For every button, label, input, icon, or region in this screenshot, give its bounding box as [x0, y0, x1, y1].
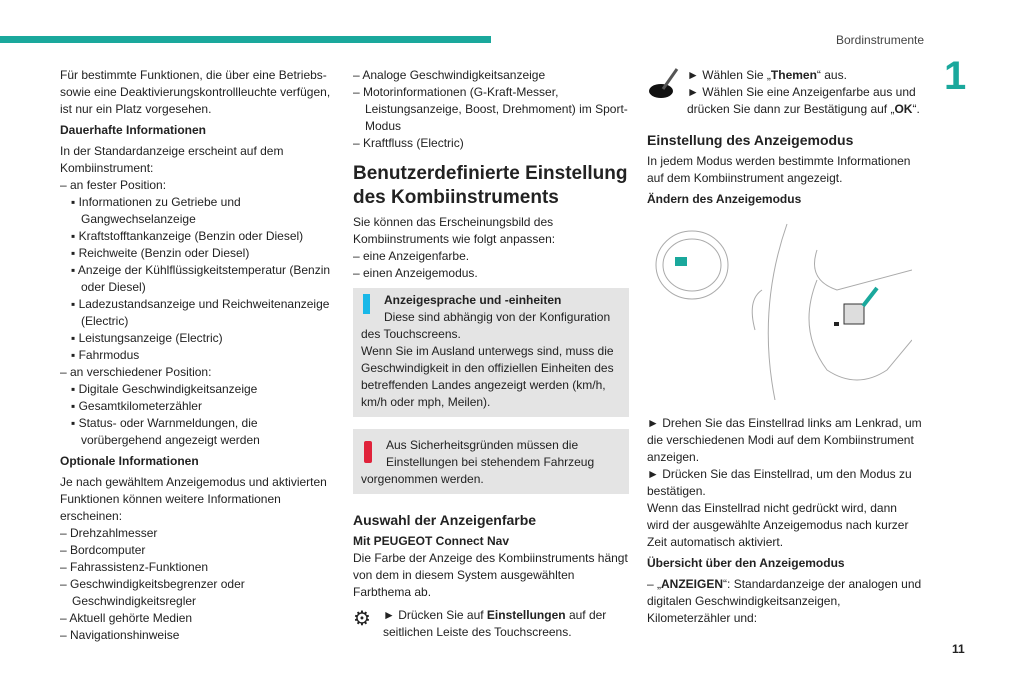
header-accent-bar: [0, 36, 491, 43]
steering-wheel-illustration: [647, 220, 912, 400]
step-text: auf der seitlichen Leiste des Touchscreens.: [383, 608, 607, 639]
list-item: – Motorinformationen (G-Kraft-Messer, Leistungsanzeige, Boost, Drehmoment) im Sport-Modus: [353, 85, 628, 133]
list-item: ▪ Kraftstofftankanzeige (Benzin oder Diesel): [71, 229, 304, 243]
overview-text: “: Standardanzeige der analogen und digitalen Geschwindigkeitsanzeigen, Kilometerzähler und:: [647, 577, 922, 625]
palette-icon: [647, 67, 683, 101]
permanent-intro: In der Standardanzeige erscheint auf dem Kombiinstrument:: [60, 144, 284, 175]
list-item: ▪ Ladezustandsanzeige und Reichweitenanzeige (Electric): [71, 297, 330, 328]
overview-bold: ANZEIGEN: [661, 577, 724, 591]
step-bold: Themen: [770, 68, 817, 82]
heading-change-mode: Ändern des Anzeigemodus: [647, 192, 802, 206]
heading-color: Auswahl der Anzeigenfarbe: [353, 512, 537, 528]
optional-intro: Je nach gewähltem Anzeigemodus und aktivierten Funktionen können weitere Informationen erscheinen:: [60, 475, 327, 523]
list-item: ▪ Gesamtkilometerzähler: [71, 399, 202, 413]
list-item: – eine Anzeigenfarbe.: [353, 249, 470, 263]
overview-text: – „: [647, 577, 662, 591]
info-box: [353, 288, 629, 417]
instruction-turn: ► Drehen Sie das Einstellrad links am Lenkrad, um die verschiedenen Modi auf dem Kombiinstrument anzeigen.: [647, 416, 922, 464]
color-text: Die Farbe der Anzeige des Kombiinstruments hängt von dem in diesem System ausgewählten Farbthema ab.: [353, 551, 628, 599]
list-item: – an verschiedener Position:: [60, 365, 212, 379]
step-text: “.: [912, 102, 920, 116]
info-title: Anzeigesprache und -einheiten: [384, 293, 562, 307]
list-item: ▪ Anzeige der Kühlflüssigkeitstemperatur (Benzin oder Diesel): [71, 263, 331, 294]
column-middle: [353, 67, 629, 641]
step-text: “ aus.: [816, 68, 847, 82]
list-item: ▪ Leistungsanzeige (Electric): [71, 331, 223, 345]
list-item: – an fester Position:: [60, 178, 167, 192]
heading-overview: Übersicht über den Anzeigemodus: [647, 556, 845, 570]
list-item: – Bordcomputer: [60, 543, 146, 557]
chapter-number: 1: [944, 54, 967, 98]
step-text: ► Drücken Sie auf: [383, 608, 487, 622]
column-right: [647, 67, 922, 627]
list-item: – Geschwindigkeitsbegrenzer oder Geschwindigkeitsregler: [60, 577, 245, 608]
step-bold: Einstellungen: [486, 608, 566, 622]
intro-text: Für bestimmte Funktionen, die über eine Betriebs- sowie eine Deaktivierungskontrollleuchte verfügen, ist nur ein Platz vorgesehen.: [60, 68, 331, 116]
column-left: [60, 67, 335, 644]
list-item: – Kraftfluss (Electric): [353, 136, 464, 150]
step-text: ► Wählen Sie „: [687, 68, 771, 82]
step-text: ► Wählen Sie eine Anzeigenfarbe aus und drücken Sie dann zur Bestätigung auf „: [687, 85, 916, 116]
list-item: ▪ Digitale Geschwindigkeitsanzeige: [71, 382, 258, 396]
heading-permanent: Dauerhafte Informationen: [60, 123, 207, 137]
heading-mode: Einstellung des Anzeigemodus: [647, 132, 854, 148]
warning-box: [353, 429, 629, 494]
step-settings: [353, 607, 629, 641]
section-title: Bordinstrumente: [836, 33, 925, 47]
list-item: – Analoge Geschwindigkeitsanzeige: [353, 68, 546, 82]
info-text: Wenn Sie im Ausland unterwegs sind, muss die Geschwindigkeit in den offiziellen Einheiten des betreffenden Landes angezeigt werden (km/h, km/h oder mph, Meilen).: [361, 344, 614, 409]
mode-intro: In jedem Modus werden bestimmte Informationen auf dem Kombiinstrument angezeigt.: [647, 154, 911, 185]
customize-intro: Sie können das Erscheinungsbild des Kombiinstruments wie folgt anpassen:: [353, 215, 556, 246]
step-bold: OK: [894, 102, 913, 116]
section-heading: Benutzerdefinierte Einstellung des Kombiinstruments: [353, 163, 628, 208]
list-item: ▪ Informationen zu Getriebe und Gangwechselanzeige: [71, 195, 241, 226]
list-item: – Navigationshinweise: [60, 628, 180, 642]
list-item: ▪ Fahrmodus: [71, 348, 140, 362]
info-text: Diese sind abhängig von der Konfiguration des Touchscreens.: [361, 310, 611, 341]
warning-icon: [364, 441, 372, 463]
list-item: ▪ Reichweite (Benzin oder Diesel): [71, 246, 250, 260]
info-icon: [363, 294, 370, 314]
auto-activation-note: Wenn das Einstellrad nicht gedrückt wird, dann wird der ausgewählte Anzeigemodus nach kurzer Zeit automatisch aktiviert.: [647, 501, 909, 549]
list-item: – einen Anzeigemodus.: [353, 266, 478, 280]
list-item: – Fahrassistenz-Funktionen: [60, 560, 209, 574]
page-number: 11: [952, 642, 965, 656]
list-item: ▪ Status- oder Warnmeldungen, die vorübergehend angezeigt werden: [71, 416, 260, 447]
list-item: – Aktuell gehörte Medien: [60, 611, 193, 625]
gear-icon: ⚙: [353, 608, 371, 630]
heading-optional: Optionale Informationen: [60, 454, 199, 468]
warning-text: Aus Sicherheitsgründen müssen die Einstellungen bei stehendem Fahrzeug vorgenommen werden.: [361, 438, 595, 486]
list-item: – Drehzahlmesser: [60, 526, 158, 540]
heading-connect-nav: Mit PEUGEOT Connect Nav: [353, 534, 510, 548]
instruction-press: ► Drücken Sie das Einstellrad, um den Modus zu bestätigen.: [647, 467, 912, 498]
